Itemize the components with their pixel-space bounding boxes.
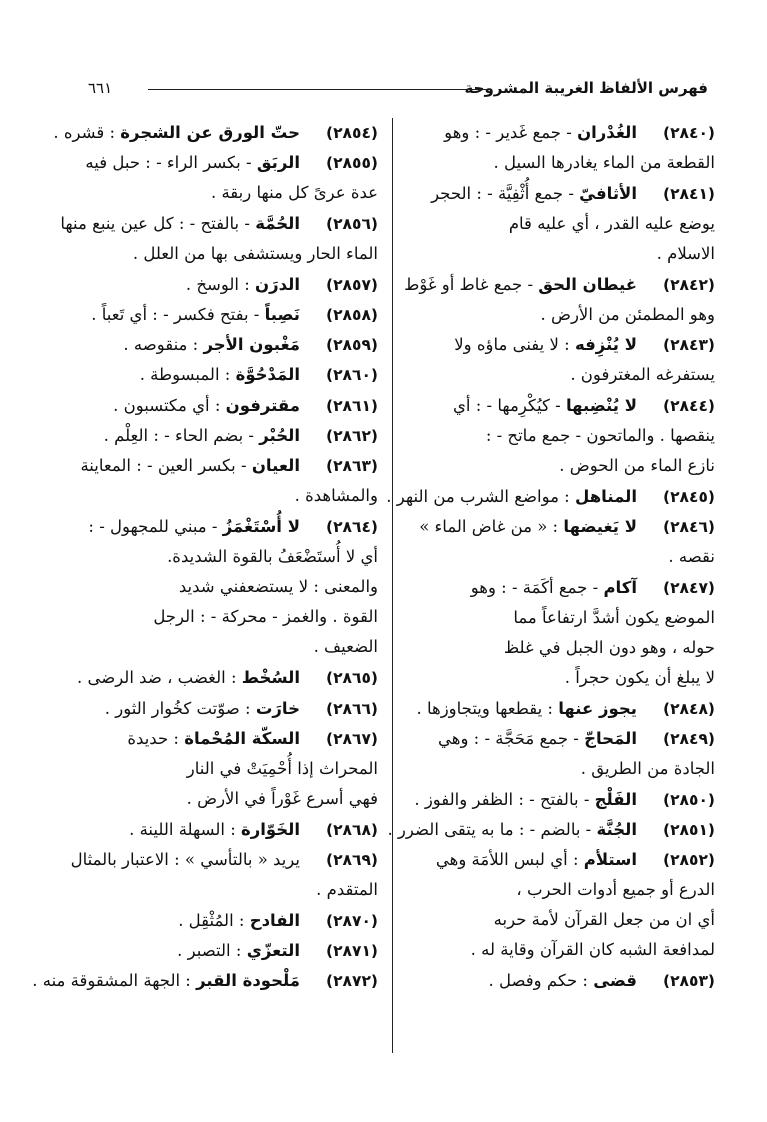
entry-number: (٢٨٧٠) bbox=[325, 911, 378, 930]
entry-definition: : الجهة المشقوقة منه . bbox=[32, 971, 197, 991]
entry-first-line bbox=[70, 906, 378, 936]
glossary-entry bbox=[70, 300, 378, 330]
entry-number: (٢٨٥١) bbox=[662, 820, 715, 839]
entry-number: (٢٨٤٩) bbox=[662, 730, 715, 748]
entry-number: (٢٨٤٨) bbox=[662, 699, 715, 718]
glossary-entry bbox=[395, 270, 715, 330]
entry-definition: : مواضع الشرب من النهر . bbox=[386, 486, 575, 506]
entry-first-line bbox=[395, 573, 715, 603]
entry-number: (٢٨٥٩) bbox=[325, 336, 378, 355]
glossary-entry bbox=[395, 330, 715, 390]
entry-first-line bbox=[70, 360, 378, 390]
entry-term: المناهل bbox=[574, 486, 637, 506]
entry-first-line bbox=[70, 694, 378, 724]
entry-term: لا يَغيضها bbox=[563, 516, 637, 536]
entry-first-line bbox=[395, 270, 715, 300]
entry-number: (٢٨٤٥) bbox=[662, 487, 715, 506]
entry-term: الجُنَّة bbox=[596, 819, 637, 839]
entry-definition: : الوسخ . bbox=[185, 274, 256, 294]
entry-continuation: الدرع أو جميع أدوات الحرب ، bbox=[516, 880, 715, 900]
entry-continuation: الماء الحار ويستشفى بها من العلل . bbox=[132, 243, 378, 263]
entry-definition: - جمع غَدير - : وهو bbox=[444, 123, 578, 142]
entry-first-line bbox=[70, 391, 378, 421]
entry-term: قضى bbox=[593, 971, 637, 991]
entry-first-line bbox=[70, 300, 378, 330]
entry-definition: : المُثْقِل . bbox=[178, 910, 250, 930]
entry-definition: : أي لبس اللأمَة وهي bbox=[435, 850, 584, 870]
header-rule bbox=[148, 89, 488, 90]
glossary-entry bbox=[53, 118, 378, 148]
glossary-entry bbox=[386, 482, 715, 512]
entry-number: (٢٨٦٩) bbox=[325, 851, 378, 870]
entry-first-line bbox=[395, 391, 715, 421]
entry-definition: - جمع مَحَجَّة - : وهي bbox=[437, 729, 585, 748]
entry-definition: - كيُكْرِمها - : أي bbox=[452, 395, 566, 415]
entry-first-line bbox=[395, 330, 715, 360]
entry-definition: - جمع غاط أو غَوْط bbox=[404, 274, 539, 294]
page-header bbox=[88, 78, 708, 104]
entry-number: (٢٨٥٤) bbox=[325, 124, 378, 142]
glossary-entry bbox=[60, 209, 378, 269]
entry-first-line bbox=[70, 451, 378, 481]
entry-first-line bbox=[395, 694, 715, 724]
entry-term: الفادح bbox=[249, 910, 300, 930]
entry-number: (٢٨٦٤) bbox=[325, 517, 378, 536]
entry-term: السكّة المُحْماة bbox=[184, 729, 300, 748]
glossary-entry bbox=[70, 663, 378, 693]
entry-continuation: الاسلام . bbox=[656, 243, 715, 263]
entry-definition: : صوّتت كخُوار الثور . bbox=[104, 698, 256, 718]
glossary-entry bbox=[395, 785, 715, 815]
entry-number: (٢٨٦٨) bbox=[325, 820, 378, 839]
entry-continuation: وهو المطمئن من الأرض . bbox=[540, 304, 715, 324]
entry-continuation: فهي أسرع غَوْراً في الأرض . bbox=[186, 789, 378, 808]
glossary-entry bbox=[70, 845, 378, 905]
entry-definition: يريد « بالتأسي » : الاعتبار بالمثال bbox=[70, 850, 300, 870]
glossary-entry bbox=[70, 815, 378, 845]
entry-first-line bbox=[60, 209, 378, 239]
entry-term: الأثافيّ bbox=[579, 183, 637, 203]
entry-first-line bbox=[32, 966, 378, 996]
entry-number: (٢٨٧١) bbox=[325, 942, 378, 961]
entry-definition: - جمع أُثْفِيَّة - : الحجر bbox=[431, 183, 580, 203]
entry-continuation: المتقدم . bbox=[316, 880, 378, 900]
entry-term: حتّ الورق عن الشجرة bbox=[120, 123, 300, 142]
entry-number: (٢٨٤٧) bbox=[662, 578, 715, 597]
entry-definition: : منقوصه . bbox=[123, 335, 204, 355]
entry-continuation: نازع الماء من الحوض . bbox=[559, 455, 715, 475]
entry-number: (٢٨٤٤) bbox=[662, 396, 715, 415]
entry-term: الفَلْج bbox=[594, 789, 637, 809]
entry-first-line bbox=[70, 663, 378, 693]
entry-number: (٢٨٥٥) bbox=[325, 154, 378, 173]
entry-term: الربَق bbox=[256, 153, 300, 173]
glossary-entry bbox=[387, 815, 715, 845]
entry-number: (٢٨٦٢) bbox=[325, 427, 378, 445]
glossary-entry bbox=[395, 512, 715, 572]
entry-term: المَحاجّ bbox=[584, 729, 637, 748]
entry-definition: : المبسوطة . bbox=[139, 365, 236, 385]
entry-continuation: والمعنى : لا يستضعفني شديد bbox=[178, 576, 378, 596]
entry-continuation: الموضع يكون أشدَّ ارتفاعاً مما bbox=[513, 607, 715, 627]
entry-number: (٢٨٦٦) bbox=[325, 699, 378, 718]
glossary-entry bbox=[395, 694, 715, 724]
glossary-entry bbox=[70, 270, 378, 300]
entry-first-line bbox=[395, 845, 715, 875]
entry-number: (٢٨٤٦) bbox=[662, 517, 715, 536]
glossary-entry bbox=[70, 451, 378, 511]
entry-term: المَدْحُوَّة bbox=[235, 365, 300, 385]
entry-number: (٢٨٧٢) bbox=[325, 972, 378, 991]
glossary-entry bbox=[395, 724, 715, 784]
entry-term: الحُبْر bbox=[259, 426, 300, 445]
entry-term: مَلْحودة القبر bbox=[196, 971, 300, 991]
entry-continuation: والمشاهدة . bbox=[294, 486, 378, 506]
glossary-entry bbox=[70, 360, 378, 390]
entry-definition: : « من غاض الماء » bbox=[419, 516, 564, 536]
entry-continuation: أي ان من جعل القرآن لأمة حربه bbox=[493, 910, 715, 930]
entry-first-line bbox=[70, 421, 378, 451]
entry-number: (٢٨٦٣) bbox=[325, 457, 378, 476]
entry-definition: : قشره . bbox=[53, 123, 121, 142]
entry-term: السُخْط bbox=[241, 668, 300, 688]
glossary-entry bbox=[395, 573, 715, 693]
entry-first-line bbox=[70, 845, 378, 875]
entry-term: الخَوّارة bbox=[241, 819, 300, 839]
entry-first-line bbox=[387, 815, 715, 845]
entry-definition: - بالفتح - : الظفر والفوز . bbox=[414, 789, 595, 809]
entry-number: (٢٨٤٢) bbox=[662, 275, 715, 294]
entry-term: العيان bbox=[251, 456, 300, 476]
entry-term: الحُمَّة bbox=[255, 213, 300, 233]
entry-number: (٢٨٥٣) bbox=[662, 972, 715, 991]
glossary-entry bbox=[70, 694, 378, 724]
entry-number: (٢٨٦٠) bbox=[325, 366, 378, 385]
entry-first-line bbox=[395, 179, 715, 209]
entry-first-line bbox=[395, 966, 715, 996]
entry-number: (٢٨٥٨) bbox=[325, 305, 378, 324]
entry-definition: : التصبر . bbox=[177, 941, 247, 961]
entry-first-line bbox=[395, 512, 715, 542]
entry-term: مقترفون bbox=[225, 395, 300, 415]
entry-definition: : يقطعها ويتجاوزها . bbox=[416, 698, 559, 718]
entry-term: استلأم bbox=[583, 850, 637, 870]
entry-term: نَصِباً bbox=[264, 304, 300, 324]
entry-first-line bbox=[53, 118, 378, 148]
entry-first-line bbox=[395, 724, 715, 754]
entry-definition: : لا يفنى ماؤه ولا bbox=[454, 335, 575, 355]
entry-definition: : حديدة bbox=[127, 729, 185, 748]
entry-continuation: المحراث إذا أُحْمِيَتْ في النار bbox=[186, 759, 378, 778]
entry-continuation: القوة . والغمز - محركة - : الرجل bbox=[153, 606, 378, 626]
entry-continuation: ينقصها . والماتحون - جمع ماتح - : bbox=[485, 425, 715, 445]
glossary-entry bbox=[395, 966, 715, 996]
entry-first-line bbox=[70, 936, 378, 966]
running-title: فهرس الألفاظ الغريبة المشروحة bbox=[464, 79, 708, 97]
entry-definition: : السهلة اللينة . bbox=[129, 819, 242, 839]
glossary-entry bbox=[395, 179, 715, 269]
entry-number: (٢٨٥٢) bbox=[662, 851, 715, 870]
entry-number: (٢٨٦٧) bbox=[325, 730, 378, 748]
glossary-entry bbox=[70, 148, 378, 208]
entry-number: (٢٨٥٧) bbox=[325, 275, 378, 294]
entry-continuation: الجادة من الطريق . bbox=[580, 759, 715, 778]
column-divider bbox=[392, 118, 393, 1053]
entry-continuation: لمدافعة الشبه كان القرآن وقاية له . bbox=[470, 940, 715, 960]
entry-definition: - بكسر العين - : المعاينة bbox=[80, 456, 252, 476]
entry-continuation: يستفرغه المغترفون . bbox=[570, 365, 715, 385]
entry-first-line bbox=[395, 785, 715, 815]
entry-definition: - مبني للمجهول - : bbox=[88, 516, 223, 536]
entry-definition: : حكم وفصل . bbox=[488, 971, 594, 991]
entry-term: لا يُنْضِبها bbox=[565, 395, 637, 415]
entry-definition: - بفتح فكسر - : أي تَعباً . bbox=[91, 304, 265, 324]
entry-term: يجوز عنها bbox=[558, 698, 637, 718]
entry-number: (٢٨٤٣) bbox=[662, 336, 715, 355]
entry-number: (٢٨٤٠) bbox=[662, 124, 715, 142]
glossary-entry bbox=[70, 330, 378, 360]
entry-definition: - بكسر الراء - : حبل فيه bbox=[85, 153, 257, 173]
entry-first-line bbox=[386, 482, 715, 512]
entry-definition: : أي مكتسبون . bbox=[113, 395, 226, 415]
entry-definition: - بالفتح - : كل عين ينبع منها bbox=[60, 213, 256, 233]
entry-term: الغُدْران bbox=[577, 123, 637, 142]
entry-definition: - جمع أكَمَة - : وهو bbox=[470, 577, 604, 597]
glossary-entry bbox=[70, 391, 378, 421]
glossary-entry bbox=[395, 845, 715, 965]
entry-continuation: حوله ، وهو دون الجبل في غلظ bbox=[503, 637, 715, 657]
entry-continuation: عدة عرىً كل منها ربقة . bbox=[210, 183, 378, 203]
page-number: ٦٦١ bbox=[88, 79, 113, 97]
entry-term: التعزّي bbox=[246, 941, 300, 961]
entry-term: لا أُسْتَغْمَزُ bbox=[222, 516, 300, 536]
entry-continuation: يوضع عليه القدر ، أي عليه قام bbox=[508, 213, 715, 233]
entry-continuation: القطعة من الماء يغادرها السيل . bbox=[493, 153, 715, 172]
entry-continuation: نقصه . bbox=[668, 546, 715, 566]
entry-number: (٢٨٤١) bbox=[662, 184, 715, 203]
glossary-entry bbox=[70, 421, 378, 451]
glossary-entry bbox=[395, 118, 715, 178]
entry-first-line bbox=[395, 118, 715, 148]
entry-first-line bbox=[70, 270, 378, 300]
entry-number: (٢٨٥٦) bbox=[325, 214, 378, 233]
entry-term: الدرَن bbox=[255, 274, 300, 294]
glossary-entry bbox=[70, 936, 378, 966]
entry-first-line bbox=[70, 148, 378, 178]
entry-definition: : الغضب ، ضد الرضى . bbox=[76, 668, 242, 688]
glossary-entry bbox=[70, 512, 378, 662]
entry-number: (٢٨٦١) bbox=[325, 396, 378, 415]
glossary-entry bbox=[32, 966, 378, 996]
entry-definition: - بضم الحاء - : العِلْم . bbox=[103, 426, 260, 445]
entry-term: غيطان الحق bbox=[538, 274, 637, 294]
entry-first-line bbox=[70, 724, 378, 754]
glossary-entry bbox=[395, 391, 715, 481]
entry-continuation: لا يبلغ أن يكون حجراً . bbox=[564, 667, 715, 687]
entry-continuation: الضعيف . bbox=[313, 636, 378, 656]
entry-term: خارَت bbox=[255, 698, 300, 718]
entry-first-line bbox=[70, 512, 378, 542]
entry-first-line bbox=[70, 330, 378, 360]
entry-number: (٢٨٥٠) bbox=[662, 790, 715, 809]
entry-definition: - بالضم - : ما به يتقى الضرر . bbox=[387, 819, 597, 839]
entry-continuation: أي لا أُستَضْعَفُ بالقوة الشديدة. bbox=[167, 546, 378, 566]
glossary-entry bbox=[70, 724, 378, 814]
glossary-entry bbox=[70, 906, 378, 936]
entry-first-line bbox=[70, 815, 378, 845]
entry-term: لا يُنْزِفه bbox=[574, 335, 637, 355]
entry-number: (٢٨٦٥) bbox=[325, 669, 378, 688]
entry-term: مَغْبون الأجر bbox=[203, 335, 300, 355]
entry-term: آكام bbox=[603, 577, 637, 597]
